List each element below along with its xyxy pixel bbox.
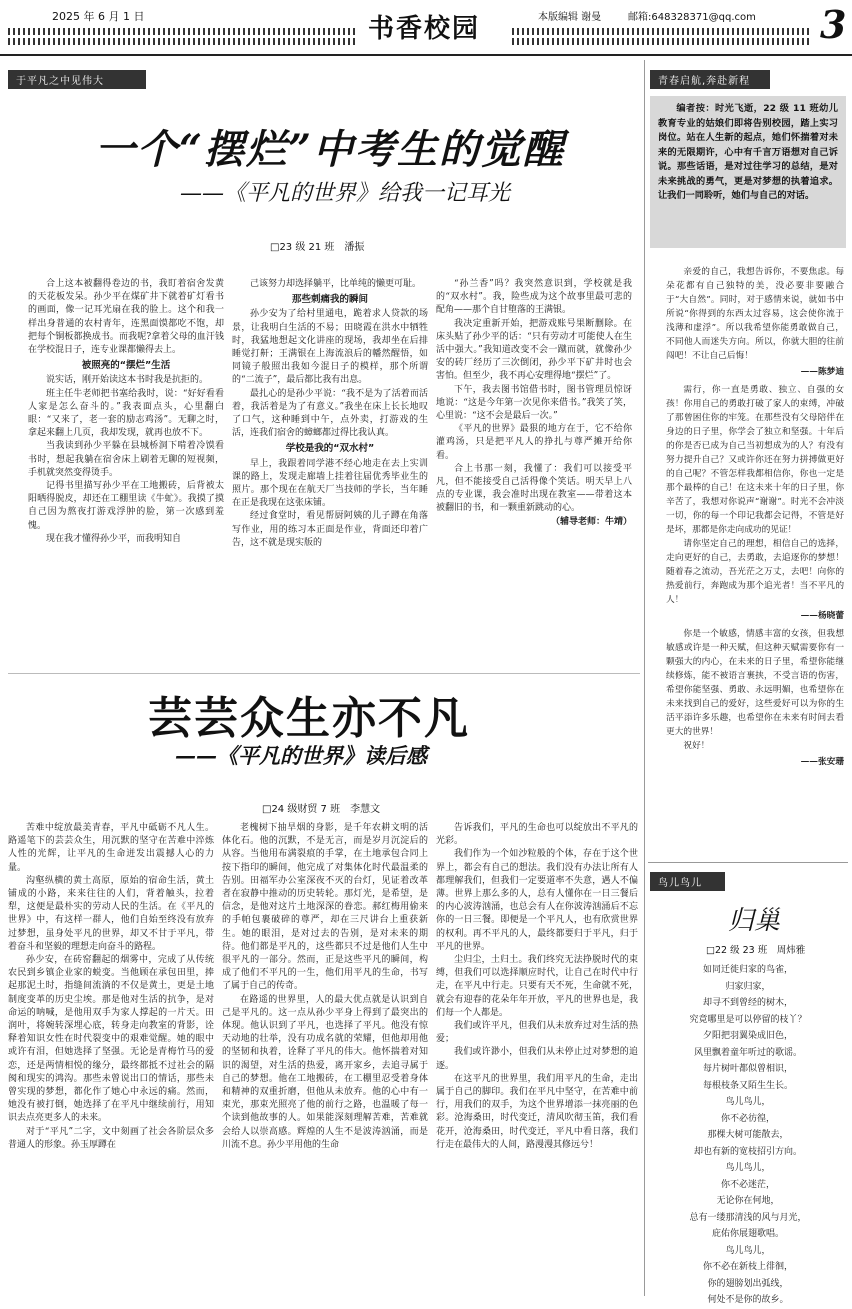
article2-title: 芸芸众生亦不凡 (148, 693, 470, 744)
right-column-rule (644, 60, 645, 1296)
letters (666, 265, 844, 849)
article2-byline: □24 级财贸 7 班 李慧文 (262, 804, 381, 815)
paragraph: 尘归尘，土归土。我们终究无法挣脱时代的束缚，但我们可以选择顺应时代，让自己在时代中行走，在平凡中行走。只要有天不死，生命就不死，就会有迎春的花朵年年开放，平凡的世界也是，我们每一个人都是。 (436, 955, 638, 1018)
paragraph: 我决定重新开始，把游戏账号果断删除。在床头贴了孙少平的话：“只有劳动才可能使人在生活中强大。”我知道改变不会一蹴而就，就像孙少安的砖厂经历了三次倒闭，孙少平下矿井时也会害怕。但至少，我不再心安理得地“摆烂”了。 (436, 318, 632, 382)
paragraph: 现在我才懂得孙少平，而我明知自 (46, 533, 182, 544)
header-pattern-right (512, 28, 812, 35)
article2-subtitle: ——《平凡的世界》读后感 (175, 743, 427, 768)
poem-body (654, 962, 842, 1309)
paragraph: 我们作为一个如沙粒般的个体，存在于这个世界上，都会有自己的想法。我们没有办法让所有人都理解我们，但我们一定要道率不失意，遇人不偏薄。世界上那么多的人，总有人懂你在一日三餐后的内心波涛汹涌，也总会有人在你波涛汹涌后不忘你的一日三餐。即便是一个平凡人，也有欣赏世界的权利。再不平凡的人，最终都要归于平凡，归于平凡的世界。 (436, 849, 638, 952)
section-tag-right: 青春启航,奔赴新程 (650, 70, 770, 89)
poem-line: 鸟儿鸟儿， (725, 1163, 771, 1173)
poem-line: 如同迁徙归家的鸟雀， (702, 965, 793, 975)
paragraph: 孙少安为了给村里通电，跪着求人贷款的场景，让我明白生活的不易；田晓霞在洪水中牺牲时，我猛地想起文化讲座的现场，我却坐在后排睡觉打鼾；王满银在上海流浪后的幡然醒悟，如同镜子般照出我如今混日子的模样，那个所谓的“二流子”，最后都比我有出息。 (232, 309, 428, 386)
paragraph: 下午，我去图书馆借书时，图书管理员惊讶地说：“这是今年第一次见你来借书。”我笑了笑，心里说：“这不会是最后一次。” (436, 384, 632, 422)
paragraph: 沟壑纵横的黄土高原，原始的宿命生活，黄土铺成的小路，来来往往的人们，背着触头，拉着犁，这便是最朴实的劳动人民的生活。在《平凡的世界》中，有这样一群人，他们自始至终没有放弃过梦想，虽身处平凡的世界，却又不甘于平凡，带着奋斗和坚毅的理想走向奋斗的路程。 (8, 875, 214, 952)
poem-line: 鸟儿鸟儿， (725, 1245, 771, 1256)
paragraph: 在这平凡的世界里，我们用平凡的生命，走出属于自己的脚印。我们在平凡中坚守，在苦难中前行，用我们的双手，为这个世界增添一抹亮丽的色彩。沧海桑田，时代变迁，清风吹彻玉笛，我们看花开，沧海桑田，时代变迁，平凡中看日落，我们行走在最伟大的人间，路漫漫其修远兮！ (436, 1073, 638, 1150)
paragraph: 合上书那一刻，我懂了：我们可以接受平凡，但不能接受自己活得像个笑话。明天早上八点的专业课，我会准时出现在教室——带着这本被翻旧的书，和一颗重新跳动的心。 (436, 463, 632, 514)
signature: （辅导老师：牛靖） (550, 516, 632, 527)
article1-subtitle: ——《平凡的世界》给我一记耳光 (180, 181, 511, 206)
paragraph: 在路遥的世界里，人的最大优点就是认识到自己是平凡的。这一点从孙少平身上得到了最突出的体现。他认识到了平凡，也选择了平凡。他没有惊天动地的壮举，没有功成名就的荣耀，但他却用他的坚韧和执着，诠释了平凡的伟大。他怀揣着对知识的渴望，对生活的热爱，离开家乡，去追寻属于自己的梦想。他在工地搬砖，在工棚里忍受着身体和精神的双重折磨，但他从未放弃。他的心中有一束光，那束光照亮了他的前行之路，也温暖了每一个读到他故事的人。如果能深刻理解苦难，苦难就会给人以崇高感。辉煌的人生不是波涛汹涌，而是川流不息。孙少平用他的生命 (222, 994, 428, 1150)
paragraph: 当我读到孙少平躲在县城桥洞下啃着冷馍看书时，想起我躺在宿舍床上刷着无聊的短视频，手机就突然变得烫手。 (28, 441, 224, 478)
page-title: 书香校园 (368, 14, 481, 44)
signature: ——张安珊 (800, 757, 844, 767)
paragraph: 你是一个敏感，情感丰富的女孩，但我想敏感或许是一种天赋，但这种天赋需要你有一颗强大的内心，在未来的日子里，希望你能继续修炼，能不被语言裹挟，不受言语的伤害，希望你能坚强、勇敢、永远明媚，也希望你在未来找到自己的爱好，这些爱好可以为你的生活平添许多乐趣，也希望你在未来有时间去看更大的世界！ (666, 629, 844, 737)
header-pattern-left (8, 28, 358, 35)
poem-line: 那棵大树可能散去， (707, 1130, 789, 1140)
poem-line: 你的翅膀划出弧线， (707, 1278, 789, 1289)
paragraph: 我们或许渺小，但我们从未停止过对梦想的追逐。 (436, 1047, 638, 1071)
section-tag-left: 于平凡之中见伟大 (8, 70, 146, 89)
paragraph: 需行，你一直是勇敢、独立、自强的女孩！你用自己的勇敢打破了家人的束缚，冲破了那曾困住你的牢笼。在那些没有父母陪伴在身边的日子里，你学会了独立和坚强。十年后的你是否已成为自己当初想成为的人？有没有努力提升自己？又或许你还在努力拼搏做更好的自己呢？不管怎样我都相信你，你也一定是那个最棒的自己！在这未来十年的日子里，你辛苦了，我想对你说声“谢谢”。时光不会冲淡一切，你的每一个印记我都会记得，不管是好是坏，那都是你走向成功的见证！ (666, 385, 844, 535)
article1-col-2 (232, 278, 428, 678)
paragraph: 班主任牛老师把书塞给我时，说：“好好看看人家是怎么奋斗的。”我表面点头，心里翻白眼：“又来了，老一套的励志鸡汤”。无聊之时，拿起来翻上几页，我却发现，就再也放不下。 (28, 388, 224, 439)
poem-title: 归巢 (728, 906, 781, 936)
poem-line: 却也有新的宽枝招引方向。 (693, 1146, 802, 1157)
poem-line: 你不必迷茫， (720, 1179, 775, 1190)
paragraph: 早上，我跟着同学港不经心地走在去上实训课的路上，发现走廊墙上挂着往届优秀毕业生的照片。那个现在在航天厂当技师的学长，当年睡在正是我现在这张床铺。 (232, 458, 428, 509)
paragraph: 《平凡的世界》最狠的地方在于，它不给你灌鸡汤，只是把平凡人的挣扎与尊严摊开给你看。 (436, 424, 632, 461)
poem-line: 鸟儿鸟儿， (725, 1097, 771, 1107)
header (0, 0, 852, 54)
divider-right (648, 862, 848, 863)
poem-byline: □22 级 23 班 周炜雅 (706, 945, 806, 956)
paragraph: 对于“平凡”二字，文中刻画了社会各阶层众多普通人的形象。孙玉厚蹲在 (8, 1126, 214, 1150)
paragraph: 己该努力却选择躺平，比单纯的懒更可耻。 (250, 279, 422, 289)
email: 邮箱:648328371@qq.com (628, 12, 756, 23)
article1-col-1 (28, 278, 224, 678)
poem-line: 风里飘着童年听过的歌谣。 (693, 1047, 802, 1058)
paragraph: “孙兰香”吗？我突然意识到，学校就是我的“双水村”。我，险些成为这个故事里最可悲的配角——那个自甘堕落的王满银。 (436, 279, 632, 316)
poem-line: 你不必彷徨， (720, 1113, 775, 1124)
page-number: 3 (820, 2, 847, 47)
paragraph: 告诉我们，平凡的生命也可以绽放出不平凡的光彩。 (436, 823, 638, 847)
divider-middle (8, 673, 640, 674)
poem-line: 夕阳把羽翼染成旧色， (702, 1031, 793, 1041)
poem-line: 你不必在新枝上徘徊， (702, 1262, 793, 1272)
paragraph: 祝好！ (683, 741, 710, 751)
paragraph: 亲爱的自己，我想告诉你，不要焦虑。每朵花都有自己独特的美，没必要非要融合于“大自然”。同时，对于感情来说，就如书中所说“你得到的东西太过容易，这会使你流于浅薄和虚浮”。所以我希望你能勇敢做自己，不同他人而迷失方向。所以，你就大胆的往前闯吧！不让自己后悔！ (666, 267, 844, 361)
signature: ——陈梦迪 (800, 367, 844, 377)
article1-col-3 (436, 278, 632, 678)
paragraph: 合上这本被翻得卷边的书，我盯着宿舍发黄的天花板发呆。孙少平在煤矿井下就着矿灯看书的画面，像一记耳光扇在我的脸上。这个和我一样出身普通的农村青年，连黑面馍都吃不饱，却把每个铜板都换成书。而我呢?拿着父母的血汗钱在学校混日子，连专业课都懒得去上。 (28, 279, 224, 356)
subheading: 被照亮的“摆烂”生活 (81, 360, 171, 372)
header-rule (0, 54, 852, 56)
header-pattern-left-2 (8, 38, 358, 45)
article2-col-2 (222, 822, 428, 1296)
poem-line: 归家归家， (725, 981, 771, 992)
paragraph: 孙少安，在砖窑翻起的烟雾中，完成了从传统农民到乡镇企业家的蜕变。当他顾在承包田里，捧起那泥土时，指缝间流淌的不仅是黄土，更是土地制度变革的历史尘埃。那是他对生活的抗争，是对命运的呐喊，是他用双手为家人撑起的一片天。田润叶，将婉转深埋心底，转身走向教室的背影，诠释着知识女性在时代裂变中的艰难觉醒。她的眼中或许有泪，但她选择了坚强。无论是青梅竹马的爱恋，还是两情相悦的缘分，最终都抵不过社会的隔阂和现实的鸿沟。那些未曾说出口的情话，那些未曾实现的梦想，都化作了她心中永远的痛。然而，她没有被打倒，她选择了在平凡中继续前行，用知识去点亮更多人的未来。 (8, 955, 214, 1124)
header-pattern-right-2 (512, 38, 812, 45)
article1-byline: □23 级 21 班 潘振 (270, 242, 365, 253)
signature: ——杨晓蕾 (800, 611, 844, 621)
paragraph: 我们或许平凡，但我们从未放弃过对生活的热爱； (436, 1021, 638, 1045)
poem-line: 每根枝条又陌生生长。 (702, 1080, 793, 1091)
poem-line: 何处不是你的故乡。 (707, 1295, 789, 1305)
paragraph: 经过食堂时，看见帮厨阿姨的儿子蹲在角落写作业，用的练习本正面是作业，背面还印着广告，这不就是现实版的 (232, 511, 428, 548)
poem-line: 究竟哪里是可以停留的枝丫？ (689, 1014, 807, 1025)
article2-col-1 (8, 822, 214, 1296)
article1-title: 一个“摆烂”中考生的觉醒 (94, 126, 565, 173)
editor: 本版编辑 谢曼 (538, 12, 602, 23)
paragraph: 老槐树下抽旱烟的身影，是千年农耕文明的活体化石。他的沉默，不是无言，而是岁月沉淀后的从容。当他用布满裂痕的手掌，在土地承包合同上按下指印的瞬间，他完成了对集体化时代最温柔的告别。田福军办公室深夜不灭的台灯，见证着改革者在寂静中推动的历史转轮。那灯光，是希望，是信念，是他对这片土地深深的眷恋。郝红梅用偷来的手帕包裹破碎的尊严，却在三尺讲台上重获新生。她的眼泪，是对过去的告别，是对未来的期待。他们都是平凡的，这些都只不过是他们人生中很平凡的一部分。然而，正是这些平凡的瞬间，构成了他们不平凡的一生，他们用平凡的生命，书写了属于自己的传奇。 (222, 823, 428, 992)
poem-line: 每片树叶都似曾相识， (702, 1064, 793, 1074)
article2-col-3 (436, 822, 638, 1296)
editor-note-box (650, 96, 846, 248)
poem-line: 庇佑你展翅歌唱。 (711, 1229, 784, 1239)
paragraph: 说实话，刚开始读这本书时我是抗拒的。 (46, 375, 209, 386)
issue-date: 2025 年 6 月 1 日 (52, 10, 145, 23)
poem-line: 无论你在何地， (716, 1196, 780, 1206)
subheading: 那些刺痛我的瞬间 (291, 294, 368, 306)
poem-line: 却寻不到曾经的树木， (702, 998, 793, 1008)
paragraph: 请你坚定自己的理想，相信自己的选择，走向更好的自己，去勇敢，去追逐你的梦想！随着春之流动，吾光茫之万丈，去吧！向你的热爱前行，奔跑成为那个追光者！当不平凡的人！ (666, 539, 844, 605)
paragraph: 最扎心的是孙少平说：“我不是为了活着而活着，我活着是为了有意义。”我坐在床上长长地叹了口气，这种睡到中午，点外卖，打游戏的生活，连我们宿舍的蟑螂都过得比我认真。 (232, 388, 428, 439)
editor-note: 编者按：时光飞逝，22 级 11 班幼儿教育专业的姑娘们即将告别校园，踏上实习岗位。站在人生新的起点，她们怀揣着对未来的无限期许，心中有千言万语想对自己诉说。那些话语，是对过往学习的总结，是对未来挑战的勇气，更是对梦想的执着追求。让我们一同聆听，她们与自己的对话。 (658, 103, 838, 201)
section-tag-bird: 鸟儿鸟儿 (650, 872, 725, 891)
paragraph: 记得书里描写孙少平在工地搬砖，后背被太阳晒得脱皮，却还在工棚里读《牛虻》。我摸了摸自己因为熬夜打游戏浮肿的脸，第一次感到羞愧。 (28, 481, 224, 531)
subheading: 学校是我的“双水村” (285, 443, 375, 455)
poem-line: 总有一缕那清浅的风与月光， (689, 1212, 807, 1223)
paragraph: 苦难中绽放最美青春，平凡中砥砺不凡人生。路遥笔下的芸芸众生，用沉默的坚守在苦难中淬炼人性的光辉，让平凡的生命迸发出震撼人心的力量。 (8, 823, 214, 873)
